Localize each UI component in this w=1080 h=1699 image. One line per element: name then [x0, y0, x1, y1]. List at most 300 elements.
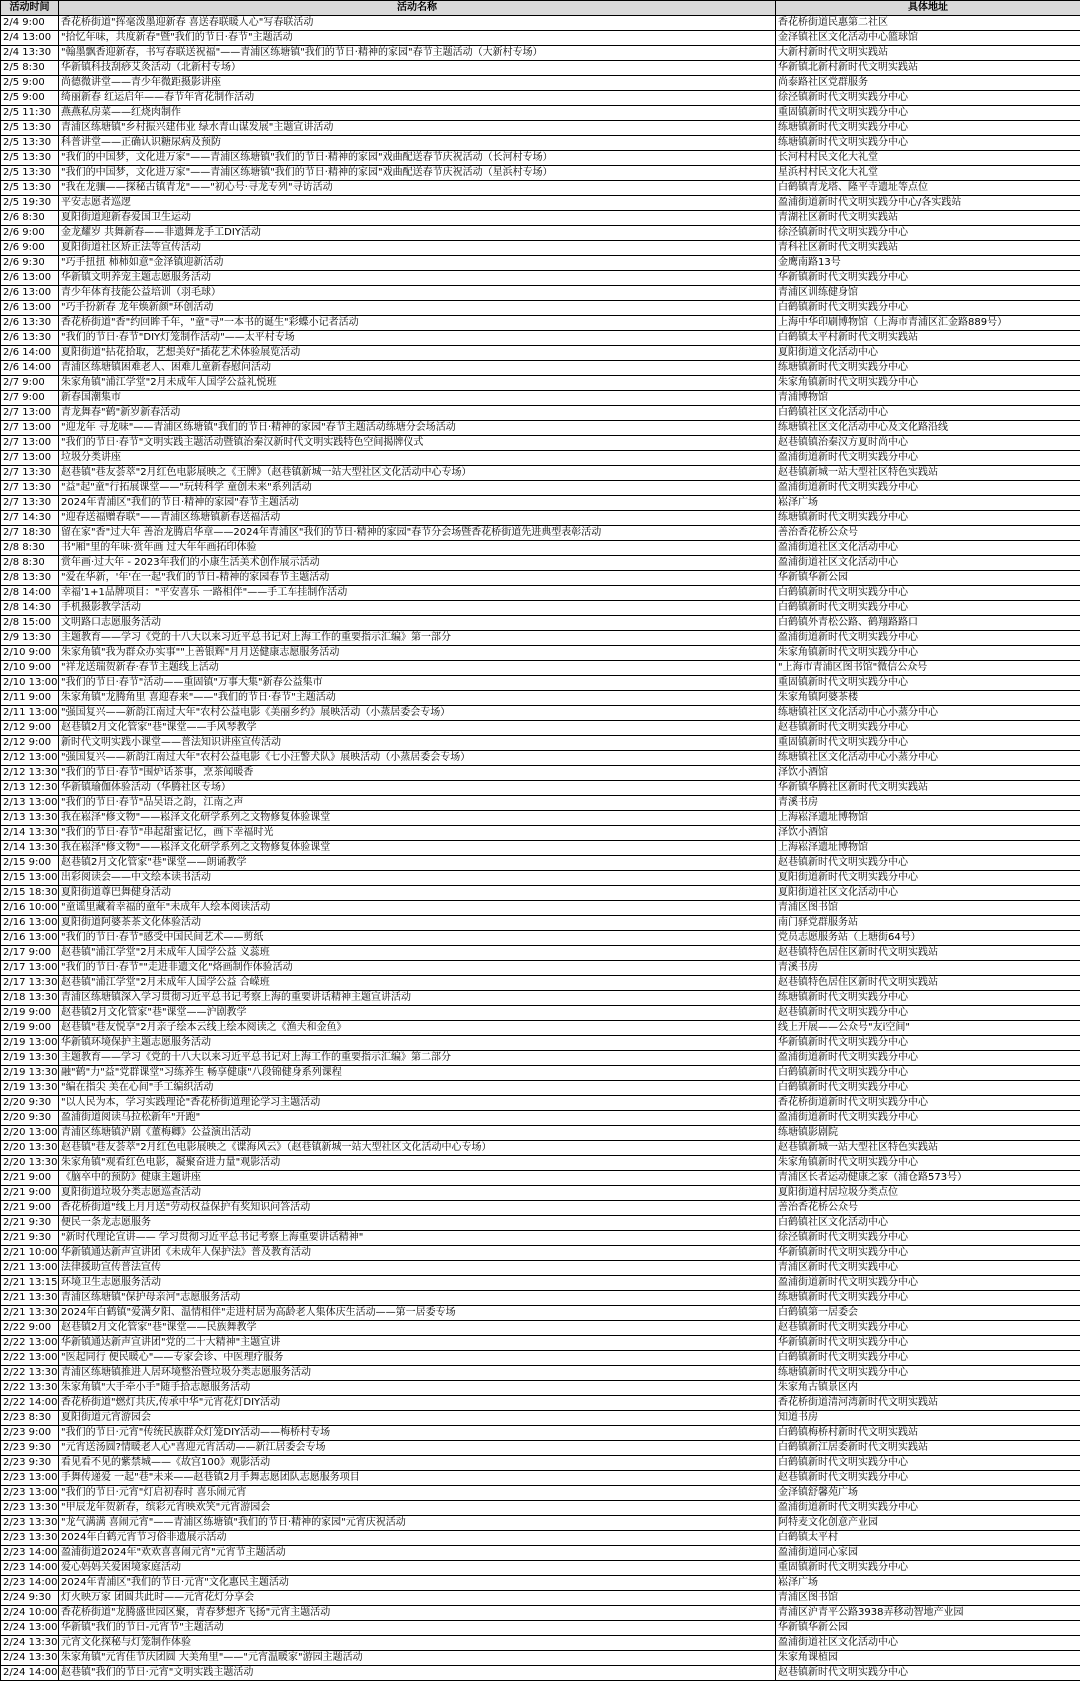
cell-address: 盈浦街道新时代文明实践分中心: [776, 1276, 1080, 1291]
cell-time: 2/19 13:30: [1, 1066, 59, 1081]
table-row: [1, 271, 1080, 286]
cell-address: 白鹤镇新时代文明实践分中心: [776, 1351, 1080, 1366]
table-row: [1, 1096, 1080, 1111]
cell-activity: 绮丽新春 红运启年——春节年宵花制作活动: [59, 91, 776, 106]
cell-address: 朱家角课植园: [776, 1651, 1080, 1666]
cell-time: 2/23 14:00: [1, 1546, 59, 1561]
cell-time: 2/13 13:30: [1, 811, 59, 826]
cell-activity: 赵巷镇"巷友荟萃"2月红色电影展映之《王牌》（赵巷镇新城一站大型社区文化活动中心专场）: [59, 466, 776, 481]
cell-address: 赵巷镇新时代文明实践分中心: [776, 1321, 1080, 1336]
cell-activity: 燕燕私房菜——红烧肉制作: [59, 106, 776, 121]
table-row: [1, 286, 1080, 301]
cell-activity: 夏阳街道尊巴舞健身活动: [59, 886, 776, 901]
cell-activity: "我们的节日·春节""走进非遗文化"烙画制作体验活动: [59, 961, 776, 976]
cell-time: 2/8 8:30: [1, 556, 59, 571]
cell-address: 盈浦街道同心家园: [776, 1546, 1080, 1561]
table-row: [1, 931, 1080, 946]
cell-time: 2/7 13:30: [1, 481, 59, 496]
table-row: [1, 691, 1080, 706]
cell-address: 赵巷镇特色居住区新时代文明实践站: [776, 946, 1080, 961]
cell-time: 2/7 9:00: [1, 391, 59, 406]
table-row: [1, 1486, 1080, 1501]
table-row: [1, 331, 1080, 346]
table-row: [1, 376, 1080, 391]
cell-address: 线上开展——公众号"友i空间": [776, 1021, 1080, 1036]
cell-address: 赵巷镇新时代文明实践分中心: [776, 1006, 1080, 1021]
table-row: [1, 886, 1080, 901]
table-row: [1, 766, 1080, 781]
cell-activity: 主题教育——学习《党的十八大以来习近平总书记对上海工作的重要指示汇编》第一部分: [59, 631, 776, 646]
cell-address: 青溪书房: [776, 796, 1080, 811]
cell-address: 朱家角镇阿婆茶楼: [776, 691, 1080, 706]
cell-time: 2/6 9:30: [1, 256, 59, 271]
cell-activity: "强国复兴——新韵江南过大年"农村公益电影《七小汪警犬队》展映活动（小蒸居委会专场）: [59, 751, 776, 766]
cell-time: 2/5 13:30: [1, 151, 59, 166]
table-row: [1, 166, 1080, 181]
table-body: [1, 16, 1080, 1681]
cell-time: 2/16 13:00: [1, 916, 59, 931]
cell-address: 徐泾镇新时代文明实践分中心: [776, 226, 1080, 241]
cell-activity: 垃圾分类讲座: [59, 451, 776, 466]
table-row: [1, 1591, 1080, 1606]
cell-time: 2/5 9:00: [1, 76, 59, 91]
table-row: [1, 256, 1080, 271]
cell-time: 2/6 13:00: [1, 271, 59, 286]
cell-activity: 盈浦街道2024年"欢欢喜喜闹元宵"元宵节主题活动: [59, 1546, 776, 1561]
cell-activity: 朱家角镇"大手牵小手"随手拾志愿服务活动: [59, 1381, 776, 1396]
table-row: [1, 1561, 1080, 1576]
cell-address: 白鹤镇新江居委新时代文明实践站: [776, 1441, 1080, 1456]
cell-time: 2/6 13:30: [1, 331, 59, 346]
cell-activity: 平安志愿者巡逻: [59, 196, 776, 211]
table-row: [1, 241, 1080, 256]
cell-time: 2/10 13:00: [1, 676, 59, 691]
cell-address: 金鹰南路13号: [776, 256, 1080, 271]
table-row: [1, 1426, 1080, 1441]
table-row: [1, 1471, 1080, 1486]
table-row: [1, 151, 1080, 166]
cell-time: 2/23 13:00: [1, 1486, 59, 1501]
cell-address: 白鹤镇新时代文明实践分中心: [776, 601, 1080, 616]
cell-activity: 看见看不见的紫禁城——《故宫100》观影活动: [59, 1456, 776, 1471]
cell-address: 赵巷镇特色居住区新时代文明实践站: [776, 976, 1080, 991]
cell-time: 2/21 9:00: [1, 1201, 59, 1216]
cell-time: 2/13 12:30: [1, 781, 59, 796]
cell-address: 白鹤镇新时代文明实践分中心: [776, 1066, 1080, 1081]
cell-activity: "迎龙年 寻龙味"——青浦区练塘镇"我们的节日·精神的家园"春节主题活动练塘分会场活动: [59, 421, 776, 436]
table-row: [1, 1666, 1080, 1681]
table-row: [1, 1201, 1080, 1216]
cell-address: 赵巷镇镇治秦汉方夏时尚中心: [776, 436, 1080, 451]
cell-time: 2/5 9:00: [1, 91, 59, 106]
table-row: [1, 1036, 1080, 1051]
cell-activity: "翰墨飘香迎新春，书写春联送祝福"——青浦区练塘镇"我们的节日·精神的家园"春节主题活动（大新村专场）: [59, 46, 776, 61]
cell-address: 白鹤镇梅桥村新时代文明实践站: [776, 1426, 1080, 1441]
cell-activity: "我们的节日·春节"品吴语之韵，江南之声: [59, 796, 776, 811]
table-row: [1, 1156, 1080, 1171]
cell-time: 2/19 13:30: [1, 1081, 59, 1096]
cell-address: 赵巷镇新城一站大型社区特色实践站: [776, 466, 1080, 481]
cell-activity: "我们的中国梦，文化进万家"——青浦区练塘镇"我们的节日·精神的家园"戏曲配送春节庆祝活动（星浜村专场）: [59, 166, 776, 181]
cell-address: 上海崧泽遗址博物馆: [776, 841, 1080, 856]
table-row: [1, 1351, 1080, 1366]
cell-address: 香花桥街道清河湾新时代文明实践站: [776, 1396, 1080, 1411]
cell-time: 2/17 13:00: [1, 961, 59, 976]
cell-address: 练塘镇新时代文明实践分中心: [776, 991, 1080, 1006]
cell-time: 2/21 13:15: [1, 1276, 59, 1291]
cell-time: 2/21 13:30: [1, 1291, 59, 1306]
cell-time: 2/8 15:00: [1, 616, 59, 631]
cell-time: 2/15 18:30: [1, 886, 59, 901]
table-row: [1, 871, 1080, 886]
cell-time: 2/23 9:00: [1, 1426, 59, 1441]
cell-time: 2/4 13:00: [1, 31, 59, 46]
cell-activity: 2024年白鹤镇"爱满夕阳、温情相伴"走进村居为高龄老人集体庆生活动——第一居委专场: [59, 1306, 776, 1321]
cell-time: 2/16 10:00: [1, 901, 59, 916]
cell-activity: 夏阳街道元宵游园会: [59, 1411, 776, 1426]
cell-time: 2/20 9:30: [1, 1096, 59, 1111]
cell-address: 青溪书房: [776, 961, 1080, 976]
cell-activity: 手机摄影教学活动: [59, 601, 776, 616]
cell-address: 赵巷镇新时代文明实践分中心: [776, 1666, 1080, 1681]
cell-time: 2/6 14:00: [1, 346, 59, 361]
cell-address: 白鹤镇新时代文明实践分中心: [776, 586, 1080, 601]
table-row: [1, 1246, 1080, 1261]
table-row: [1, 1021, 1080, 1036]
table-row: [1, 1066, 1080, 1081]
cell-time: 2/22 14:00: [1, 1396, 59, 1411]
cell-activity: 幸福'1+1品牌项目："平安喜乐 一路相伴"——手工车挂制作活动: [59, 586, 776, 601]
cell-activity: "我们的节日·元宵"传统民族群众灯笼DIY活动——梅桥村专场: [59, 1426, 776, 1441]
cell-activity: 文明路口志愿服务活动: [59, 616, 776, 631]
cell-activity: 赵巷镇2月文化管家"巷"课堂——民族舞教学: [59, 1321, 776, 1336]
cell-time: 2/24 14:00: [1, 1666, 59, 1681]
cell-address: 华新镇新时代文明实践分中心: [776, 1246, 1080, 1261]
cell-activity: 《脑卒中的预防》健康主题讲座: [59, 1171, 776, 1186]
cell-address: 练塘镇影剧院: [776, 1126, 1080, 1141]
cell-activity: "元宵送汤圆?情暖老人心"喜迎元宵活动——新江居委会专场: [59, 1441, 776, 1456]
cell-activity: "爱在华新，'年'在一起"我们的节日-精神的家园春节主题活动: [59, 571, 776, 586]
table-row: [1, 526, 1080, 541]
cell-activity: 华新镇科技刮痧艾灸活动（北新村专场）: [59, 61, 776, 76]
cell-activity: 便民一条龙志愿服务: [59, 1216, 776, 1231]
table-row: [1, 841, 1080, 856]
cell-activity: 华新镇"我们的节日-元宵节"主题活动: [59, 1621, 776, 1636]
cell-activity: 科普讲堂——正确认识糖尿病及预防: [59, 136, 776, 151]
table-row: [1, 361, 1080, 376]
cell-activity: 灯火映万家 团圆共此时——元宵花灯分享会: [59, 1591, 776, 1606]
table-row: [1, 1651, 1080, 1666]
cell-activity: "编在指尖 美在心间"手工编织活动: [59, 1081, 776, 1096]
cell-activity: 香花桥街道"线上月月送"劳动权益保护有奖知识问答活动: [59, 1201, 776, 1216]
cell-address: 白鹤镇新时代文明实践分中心: [776, 1081, 1080, 1096]
cell-address: 大新村新时代文明实践站: [776, 46, 1080, 61]
table-row: [1, 1006, 1080, 1021]
table-row: [1, 721, 1080, 736]
cell-address: 练塘镇新时代文明实践分中心: [776, 1291, 1080, 1306]
cell-time: 2/12 13:30: [1, 766, 59, 781]
cell-address: 盈浦街道社区文化活动中心: [776, 1636, 1080, 1651]
cell-activity: 朱家角镇"我为群众办实事""上善银辉"月月送健康志愿服务活动: [59, 646, 776, 661]
cell-address: 香花桥街道新时代文明实践分中心: [776, 1096, 1080, 1111]
cell-time: 2/24 13:30: [1, 1636, 59, 1651]
cell-time: 2/7 14:30: [1, 511, 59, 526]
cell-activity: 法律援助宣传普法宣传: [59, 1261, 776, 1276]
cell-activity: 赵巷镇"我们的节日·元宵"文明实践主题活动: [59, 1666, 776, 1681]
table-row: [1, 826, 1080, 841]
table-row: [1, 1516, 1080, 1531]
cell-time: 2/20 13:30: [1, 1156, 59, 1171]
header-address: 具体地址: [776, 1, 1080, 16]
cell-address: 盈浦街道新时代文明实践分中心: [776, 1051, 1080, 1066]
cell-activity: "我在龙骧——探秘古镇青龙"——"初心号·寻龙专列"寻访活动: [59, 181, 776, 196]
cell-address: 练塘镇社区文化活动中心及文化路沿线: [776, 421, 1080, 436]
table-row: [1, 1381, 1080, 1396]
cell-address: 徐泾镇新时代文明实践分中心: [776, 91, 1080, 106]
cell-address: 华新镇华新公园: [776, 571, 1080, 586]
table-row: [1, 1576, 1080, 1591]
cell-activity: 盈浦街道阅读马拉松新年"开跑": [59, 1111, 776, 1126]
cell-time: 2/22 9:00: [1, 1321, 59, 1336]
cell-address: 华新镇北新村新时代文明实践站: [776, 61, 1080, 76]
cell-address: 朱家角古镇景区内: [776, 1381, 1080, 1396]
header-activity: 活动名称: [59, 1, 776, 16]
cell-activity: "祥龙送瑞贺新春·春节主题线上活动: [59, 661, 776, 676]
cell-activity: 赵巷镇2月文化管家"巷"课堂——手风琴教学: [59, 721, 776, 736]
cell-activity: 华新镇通达新声宣讲团"党的二十大精神"主题宣讲: [59, 1336, 776, 1351]
cell-address: 善治香花桥公众号: [776, 1201, 1080, 1216]
table-row: [1, 1531, 1080, 1546]
cell-address: 泽饮小酒馆: [776, 826, 1080, 841]
cell-address: 青浦区图书馆: [776, 901, 1080, 916]
cell-activity: 赵巷镇"浦江学堂"2月未成年人国学公益 义蕊班: [59, 946, 776, 961]
cell-activity: "新时代理论宣讲—— 学习贯彻习近平总书记考察上海重要讲话精神": [59, 1231, 776, 1246]
cell-activity: 2024年青浦区"我们的节日·精神的家园"春节主题活动: [59, 496, 776, 511]
table-row: [1, 31, 1080, 46]
cell-time: 2/6 8:30: [1, 211, 59, 226]
cell-activity: 尚德微讲堂——青少年微距摄影讲座: [59, 76, 776, 91]
cell-time: 2/22 13:30: [1, 1381, 59, 1396]
table-row: [1, 856, 1080, 871]
cell-address: 重固镇新时代文明实践分中心: [776, 106, 1080, 121]
cell-time: 2/14 13:30: [1, 841, 59, 856]
cell-time: 2/22 13:00: [1, 1351, 59, 1366]
cell-address: 长河村村民文化大礼堂: [776, 151, 1080, 166]
table-row: [1, 1396, 1080, 1411]
cell-address: 白鹤镇太平村新时代文明实践站: [776, 331, 1080, 346]
cell-activity: 华新镇通达新声宣讲团《未成年人保护法》普及教育活动: [59, 1246, 776, 1261]
cell-time: 2/7 13:00: [1, 451, 59, 466]
cell-time: 2/23 14:00: [1, 1561, 59, 1576]
cell-activity: 我在崧泽"修文物"——崧泽文化研学系列之文物修复体验课堂: [59, 811, 776, 826]
cell-time: 2/5 13:30: [1, 136, 59, 151]
table-row: [1, 661, 1080, 676]
cell-address: 白鹤镇太平村: [776, 1531, 1080, 1546]
cell-activity: 青浦区练塘镇沪剧《董梅卿》公益演出活动: [59, 1126, 776, 1141]
cell-address: 练塘镇新时代文明实践分中心: [776, 1366, 1080, 1381]
cell-activity: 出彩阅读会——中文绘本读书活动: [59, 871, 776, 886]
table-row: [1, 976, 1080, 991]
cell-address: 金泽镇舒馨苑广场: [776, 1486, 1080, 1501]
table-row: [1, 196, 1080, 211]
cell-time: 2/20 13:30: [1, 1141, 59, 1156]
cell-time: 2/17 13:30: [1, 976, 59, 991]
cell-activity: 华新镇瑜伽体验活动（华腾社区专场）: [59, 781, 776, 796]
table-row: [1, 61, 1080, 76]
table-row: [1, 1171, 1080, 1186]
cell-activity: 青浦区练塘镇"保护母亲河"志愿服务活动: [59, 1291, 776, 1306]
table-row: [1, 961, 1080, 976]
table-row: [1, 706, 1080, 721]
table-row: [1, 1321, 1080, 1336]
cell-time: 2/8 8:30: [1, 541, 59, 556]
cell-activity: "我们的节日·春节"围炉话茶事，烹茶闻暖香: [59, 766, 776, 781]
cell-time: 2/13 13:00: [1, 796, 59, 811]
cell-activity: 赵巷镇2月文化管家"巷"课堂——朗诵教学: [59, 856, 776, 871]
cell-address: 阿特麦文化创意产业园: [776, 1516, 1080, 1531]
cell-address: 练塘镇社区文化活动中心小蒸分中心: [776, 751, 1080, 766]
cell-address: 华新镇华腾社区新时代文明实践站: [776, 781, 1080, 796]
table-row: [1, 1306, 1080, 1321]
cell-activity: 青浦区练塘镇困难老人、困难儿童新春慰问活动: [59, 361, 776, 376]
cell-time: 2/10 9:00: [1, 661, 59, 676]
cell-activity: "我们的节日·春节"DIY灯笼制作活动"——太平村专场: [59, 331, 776, 346]
table-row: [1, 1606, 1080, 1621]
table-row: [1, 421, 1080, 436]
table-row: [1, 646, 1080, 661]
cell-address: 白鹤镇社区文化活动中心: [776, 1216, 1080, 1231]
cell-time: 2/21 9:00: [1, 1171, 59, 1186]
cell-address: 南门驿党群服务站: [776, 916, 1080, 931]
cell-address: 赵巷镇新时代文明实践分中心: [776, 721, 1080, 736]
table-row: [1, 1141, 1080, 1156]
cell-address: 泽饮小酒馆: [776, 766, 1080, 781]
table-row: [1, 1231, 1080, 1246]
cell-activity: "巧手扮新春 龙年焕新颜"环创活动: [59, 301, 776, 316]
cell-time: 2/6 13:00: [1, 286, 59, 301]
table-row: [1, 1216, 1080, 1231]
cell-address: 华新镇新时代文明实践分中心: [776, 1036, 1080, 1051]
cell-time: 2/20 13:00: [1, 1126, 59, 1141]
cell-address: 徐泾镇新时代文明实践分中心: [776, 1231, 1080, 1246]
cell-activity: "拾忆年味，共度新春"暨"我们的节日·春节"主题活动: [59, 31, 776, 46]
cell-address: 盈浦街道社区文化活动中心: [776, 541, 1080, 556]
cell-time: 2/11 9:00: [1, 691, 59, 706]
cell-activity: 我在崧泽"修文物"——崧泽文化研学系列之文物修复体验课堂: [59, 841, 776, 856]
table-row: [1, 1051, 1080, 1066]
table-row: [1, 1366, 1080, 1381]
cell-time: 2/11 13:00: [1, 706, 59, 721]
cell-address: 盈浦街道新时代文明实践分中心: [776, 451, 1080, 466]
cell-address: 朱家角镇新时代文明实践分中心: [776, 646, 1080, 661]
table-row: [1, 136, 1080, 151]
table-row: [1, 121, 1080, 136]
table-row: [1, 571, 1080, 586]
cell-time: 2/21 13:00: [1, 1261, 59, 1276]
cell-address: 练塘镇社区文化活动中心小蒸分中心: [776, 706, 1080, 721]
table-row: [1, 1111, 1080, 1126]
table-row: [1, 346, 1080, 361]
table-row: [1, 1441, 1080, 1456]
cell-address: 青浦区长者运动健康之家（浦仓路573号）: [776, 1171, 1080, 1186]
cell-time: 2/24 10:00: [1, 1606, 59, 1621]
cell-time: 2/5 13:30: [1, 121, 59, 136]
cell-address: 练塘镇新时代文明实践分中心: [776, 121, 1080, 136]
cell-time: 2/4 9:00: [1, 16, 59, 31]
cell-time: 2/20 9:30: [1, 1111, 59, 1126]
cell-activity: 夏阳街道垃圾分类志愿巡查活动: [59, 1186, 776, 1201]
cell-activity: "我们的节日·春节"文明实践主题活动暨镇治秦汉新时代文明实践特色空间揭牌仪式: [59, 436, 776, 451]
cell-activity: 2024年青浦区"我们的节日·元宵"文化惠民主题活动: [59, 1576, 776, 1591]
cell-address: 上海崧泽遗址博物馆: [776, 811, 1080, 826]
table-row: [1, 616, 1080, 631]
cell-activity: 书"厢"里的年味·赏年画 过大年年画拓印体验: [59, 541, 776, 556]
cell-address: 星浜村村民文化大礼堂: [776, 166, 1080, 181]
table-row: [1, 481, 1080, 496]
cell-time: 2/12 9:00: [1, 721, 59, 736]
table-row: [1, 556, 1080, 571]
table-row: [1, 451, 1080, 466]
cell-time: 2/17 9:00: [1, 946, 59, 961]
cell-address: 青科社区新时代文明实践站: [776, 241, 1080, 256]
cell-time: 2/19 13:00: [1, 1036, 59, 1051]
cell-address: 党员志愿服务站（上塘街64号）: [776, 931, 1080, 946]
cell-time: 2/14 13:30: [1, 826, 59, 841]
cell-time: 2/12 13:00: [1, 751, 59, 766]
table-row: [1, 751, 1080, 766]
cell-time: 2/24 13:30: [1, 1651, 59, 1666]
cell-activity: "医起同行 便民暖心"——专家会诊、中医理疗服务: [59, 1351, 776, 1366]
cell-activity: 朱家角镇"元宵佳节庆团圆 大美角里"——"元宵温暖家"游园主题活动: [59, 1651, 776, 1666]
cell-activity: "童谣里藏着幸福的童年"未成年人绘本阅读活动: [59, 901, 776, 916]
cell-address: 盈浦街道新时代文明实践分中心: [776, 481, 1080, 496]
cell-address: 盈浦街道新时代文明实践分中心: [776, 1501, 1080, 1516]
cell-address: 华新镇新时代文明实践分中心: [776, 271, 1080, 286]
cell-address: 上海中华印刷博物馆（上海市青浦区汇金路889号）: [776, 316, 1080, 331]
cell-time: 2/7 18:30: [1, 526, 59, 541]
cell-address: 白鹤镇新时代文明实践分中心: [776, 1456, 1080, 1471]
header-time: 活动时间: [1, 1, 59, 16]
cell-time: 2/6 9:00: [1, 226, 59, 241]
cell-address: 练塘镇新时代文明实践分中心: [776, 511, 1080, 526]
table-row: [1, 901, 1080, 916]
cell-activity: 2024年白鹤元宵节习俗非遗展示活动: [59, 1531, 776, 1546]
cell-address: 重固镇新时代文明实践分中心: [776, 736, 1080, 751]
cell-time: 2/19 9:00: [1, 1006, 59, 1021]
cell-address: 盈浦街道新时代文明实践分中心: [776, 631, 1080, 646]
cell-address: 金泽镇社区文化活动中心篮球馆: [776, 31, 1080, 46]
cell-address: 盈浦街道新时代文明实践分中心/各实践站: [776, 196, 1080, 211]
cell-address: 夏阳街道村居垃圾分类点位: [776, 1186, 1080, 1201]
cell-time: 2/16 13:00: [1, 931, 59, 946]
cell-time: 2/6 9:00: [1, 241, 59, 256]
cell-time: 2/7 13:30: [1, 496, 59, 511]
table-row: [1, 1126, 1080, 1141]
cell-time: 2/7 13:00: [1, 421, 59, 436]
cell-activity: "龙气满满 喜闹元宵"——青浦区练塘镇"我们的节日·精神的家园"元宵庆祝活动: [59, 1516, 776, 1531]
cell-time: 2/5 8:30: [1, 61, 59, 76]
cell-activity: 手舞传递爱 一起"巷"未来——赵巷镇2月手舞志愿团队志愿服务项目: [59, 1471, 776, 1486]
table-row: [1, 991, 1080, 1006]
table-row: [1, 511, 1080, 526]
cell-time: 2/23 14:00: [1, 1576, 59, 1591]
cell-time: 2/21 9:00: [1, 1186, 59, 1201]
table-row: [1, 436, 1080, 451]
table-row: [1, 1336, 1080, 1351]
table-row: [1, 796, 1080, 811]
cell-address: 青浦区图书馆: [776, 1591, 1080, 1606]
cell-address: 练塘镇新时代文明实践分中心: [776, 136, 1080, 151]
